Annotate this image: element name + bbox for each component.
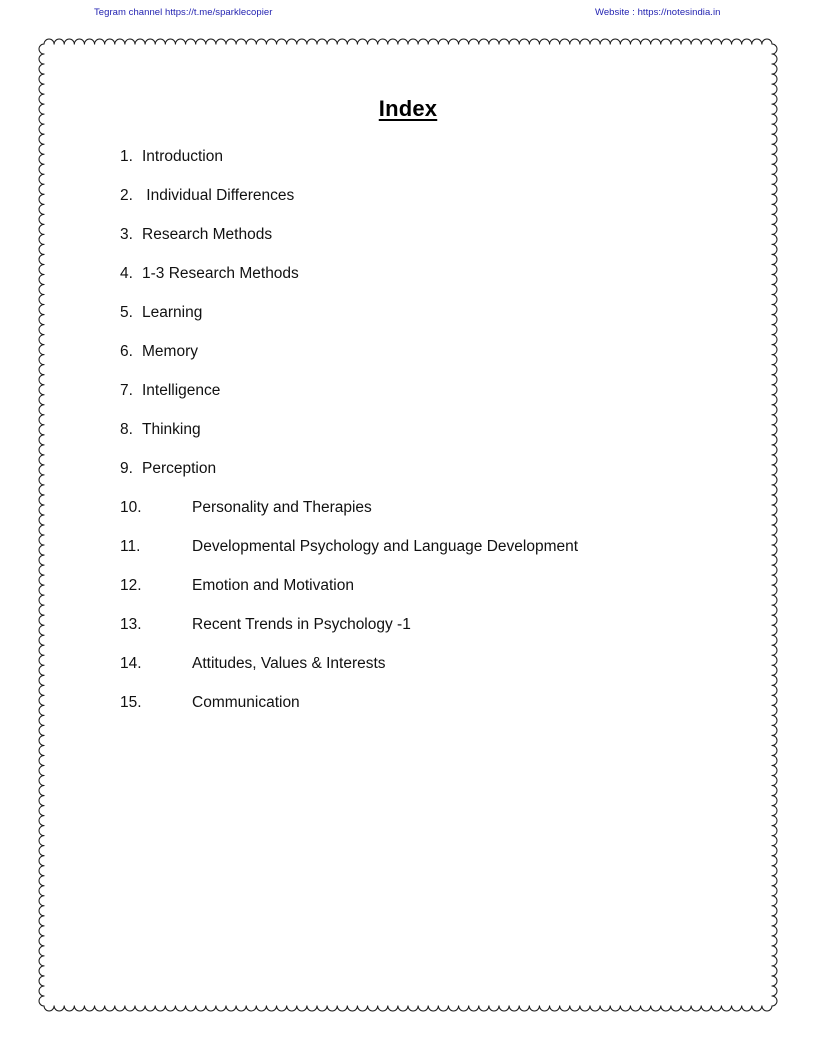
index-item-number: 12. xyxy=(120,577,142,594)
index-item xyxy=(120,655,750,694)
index-item xyxy=(120,148,750,187)
page-header xyxy=(0,6,816,22)
index-item-number: 9. xyxy=(120,460,133,477)
index-item xyxy=(120,382,750,421)
index-item xyxy=(120,460,750,499)
index-list xyxy=(120,148,750,733)
index-item xyxy=(120,694,750,733)
index-item-label: Communication xyxy=(192,694,300,711)
index-item-number: 6. xyxy=(120,343,133,360)
index-item xyxy=(120,343,750,382)
index-item-number: 5. xyxy=(120,304,133,321)
index-item xyxy=(120,577,750,616)
index-item-label: Introduction xyxy=(142,148,223,165)
index-item-number: 3. xyxy=(120,226,133,243)
index-item-label: Research Methods xyxy=(142,226,273,243)
index-item-label: Memory xyxy=(142,343,198,360)
index-item-label: Emotion and Motivation xyxy=(192,577,354,594)
index-item xyxy=(120,265,750,304)
index-item-number: 8. xyxy=(120,421,133,438)
index-item-label: Thinking xyxy=(142,421,201,438)
page-title xyxy=(56,96,760,122)
index-item-label: Learning xyxy=(142,304,203,321)
page-content xyxy=(56,56,760,996)
index-item xyxy=(120,304,750,343)
index-item-number: 13. xyxy=(120,616,142,633)
index-item-number: 4. xyxy=(120,265,133,282)
header-website: Website : https://notesindia.in xyxy=(595,7,721,18)
index-item xyxy=(120,538,750,577)
index-item-label: Perception xyxy=(142,460,217,477)
index-item-label: Recent Trends in Psychology -1 xyxy=(192,616,411,633)
index-item-number: 15. xyxy=(120,694,142,711)
index-item-label: Individual Differences xyxy=(142,187,295,204)
header-telegram-channel: Tegram channel https://t.me/sparklecopier xyxy=(94,7,273,18)
index-item-label: Intelligence xyxy=(142,382,221,399)
index-item xyxy=(120,616,750,655)
index-item xyxy=(120,421,750,460)
index-item-number: 2. xyxy=(120,187,133,204)
index-item-label: Personality and Therapies xyxy=(192,499,372,516)
index-item-number: 10. xyxy=(120,499,142,516)
index-item xyxy=(120,226,750,265)
index-item-label: Attitudes, Values & Interests xyxy=(192,655,386,672)
index-item xyxy=(120,187,750,226)
index-item-label: Developmental Psychology and Language Development xyxy=(192,538,579,555)
page-title-text: Index xyxy=(378,96,438,121)
index-item-number: 11. xyxy=(120,538,141,555)
index-item-number: 7. xyxy=(120,382,133,399)
index-item-label: 1-3 Research Methods xyxy=(142,265,299,282)
index-item-number: 1. xyxy=(120,148,133,165)
index-item-number: 14. xyxy=(120,655,142,672)
index-item xyxy=(120,499,750,538)
